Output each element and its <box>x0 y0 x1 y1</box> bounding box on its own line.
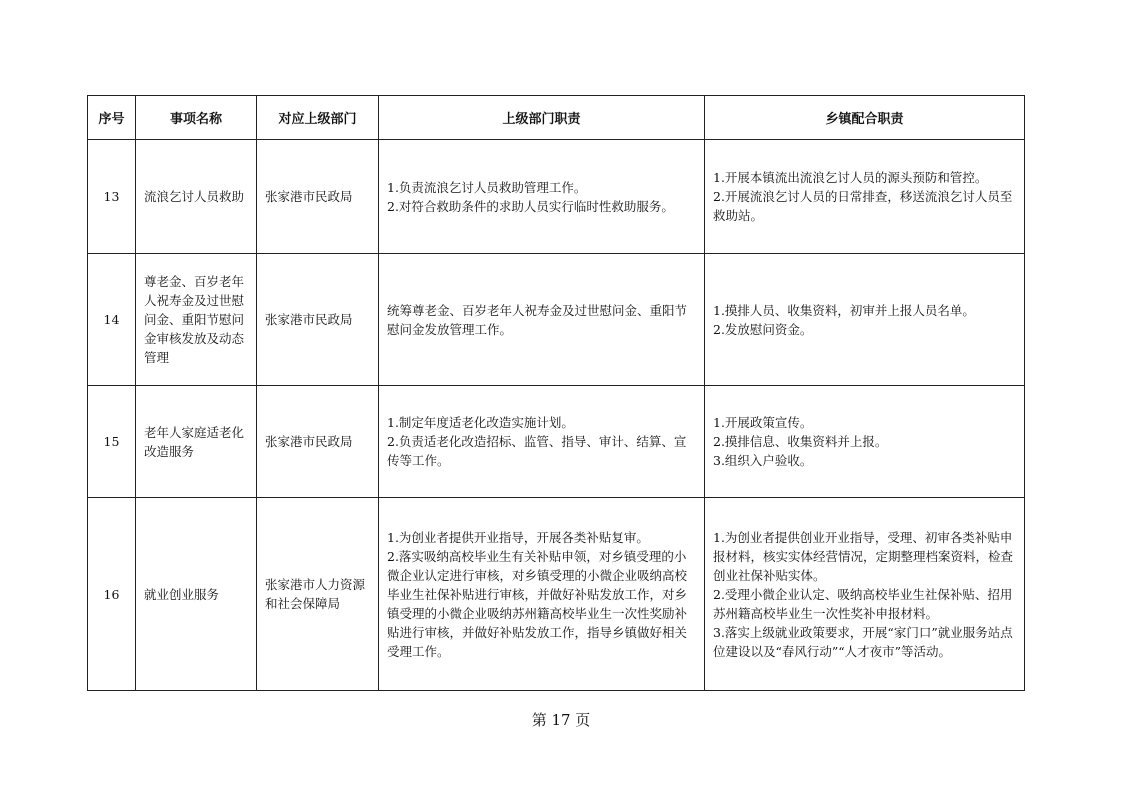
row-number: 14 <box>88 254 136 386</box>
upper-duty <box>379 498 705 691</box>
table-row <box>88 140 1025 254</box>
header-upper-duty: 上级部门职责 <box>379 96 705 140</box>
header-row <box>88 96 1025 140</box>
town-duty-line: 2.开展流浪乞讨人员的日常排查，移送流浪乞讨人员至救助站。 <box>713 189 1013 223</box>
town-duty-line: 1.开展本镇流出流浪乞讨人员的源头预防和管控。 <box>713 170 988 185</box>
item-name: 尊老金、百岁老年人祝寿金及过世慰问金、重阳节慰问金审核发放及动态管理 <box>136 254 257 386</box>
town-duty <box>705 254 1025 386</box>
town-duty-line: 2.摸排信息、收集资料并上报。 <box>713 434 888 449</box>
upper-dept: 张家港市民政局 <box>257 386 379 498</box>
table-row <box>88 254 1025 386</box>
header-item-name: 事项名称 <box>136 96 257 140</box>
town-duty-line: 3.落实上级就业政策要求，开展“家门口”就业服务站点位建设以及“春风行动”“人才夜市”等活动。 <box>713 624 1013 659</box>
header-no: 序号 <box>88 96 136 140</box>
town-duty <box>705 498 1025 691</box>
duty-table <box>87 95 1025 691</box>
town-duty <box>705 140 1025 254</box>
row-number: 13 <box>88 140 136 254</box>
upper-dept: 张家港市民政局 <box>257 140 379 254</box>
town-duty-line: 1.摸排人员、收集资料，初审并上报人员名单。 <box>713 302 975 318</box>
page-number: 第 17 页 <box>531 711 591 729</box>
header-upper-dept: 对应上级部门 <box>257 96 379 140</box>
town-duty-line: 3.组织入户验收。 <box>713 453 813 468</box>
upper-duty <box>379 140 705 254</box>
town-duty-line: 2.受理小微企业认定、吸纳高校毕业生社保补贴、招用苏州籍高校毕业生一次性奖补申报材料。 <box>713 586 1013 621</box>
upper-duty <box>379 386 705 498</box>
town-duty-line: 2.发放慰问资金。 <box>713 321 813 337</box>
upper-duty-line: 统筹尊老金、百岁老年人祝寿金及过世慰问金、重阳节慰问金发放管理工作。 <box>387 302 688 337</box>
town-duty-line: 1.开展政策宣传。 <box>713 415 813 430</box>
upper-duty-line: 1.为创业者提供开业指导，开展各类补贴复审。 <box>387 529 649 545</box>
town-duty <box>705 386 1025 498</box>
upper-duty-line: 1.制定年度适老化改造实施计划。 <box>387 415 574 430</box>
upper-duty-line: 2.对符合救助条件的求助人员实行临时性救助服务。 <box>387 198 674 214</box>
upper-duty <box>379 254 705 386</box>
upper-duty-line: 2.落实吸纳高校毕业生有关补贴申领，对乡镇受理的小微企业认定进行审核，对乡镇受理的小微企业吸纳高校毕业生社保补贴进行审核，并做好补贴发放工作，对乡镇受理的小微企业吸纳苏州籍高校毕业生一次性奖励补贴进行审核，并做好补贴发放工作，指导乡镇做好相关受理工作。 <box>387 548 688 659</box>
upper-duty-line: 1.负责流浪乞讨人员救助管理工作。 <box>387 179 587 195</box>
upper-dept: 张家港市民政局 <box>257 254 379 386</box>
item-name: 老年人家庭适老化改造服务 <box>136 386 257 498</box>
row-number: 15 <box>88 386 136 498</box>
item-name: 流浪乞讨人员救助 <box>136 140 257 254</box>
table-row <box>88 498 1025 691</box>
item-name: 就业创业服务 <box>136 498 257 691</box>
town-duty-line: 1.为创业者提供创业开业指导，受理、初审各类补贴申报材料，核实实体经营情况，定期整理档案资料，检查创业社保补贴实体。 <box>713 529 1014 583</box>
row-number: 16 <box>88 498 136 691</box>
table-row <box>88 386 1025 498</box>
upper-duty-line: 2.负责适老化改造招标、监管、指导、审计、结算、宣传等工作。 <box>387 434 687 468</box>
header-town-duty: 乡镇配合职责 <box>705 96 1025 140</box>
upper-dept: 张家港市人力资源和社会保障局 <box>257 498 379 691</box>
